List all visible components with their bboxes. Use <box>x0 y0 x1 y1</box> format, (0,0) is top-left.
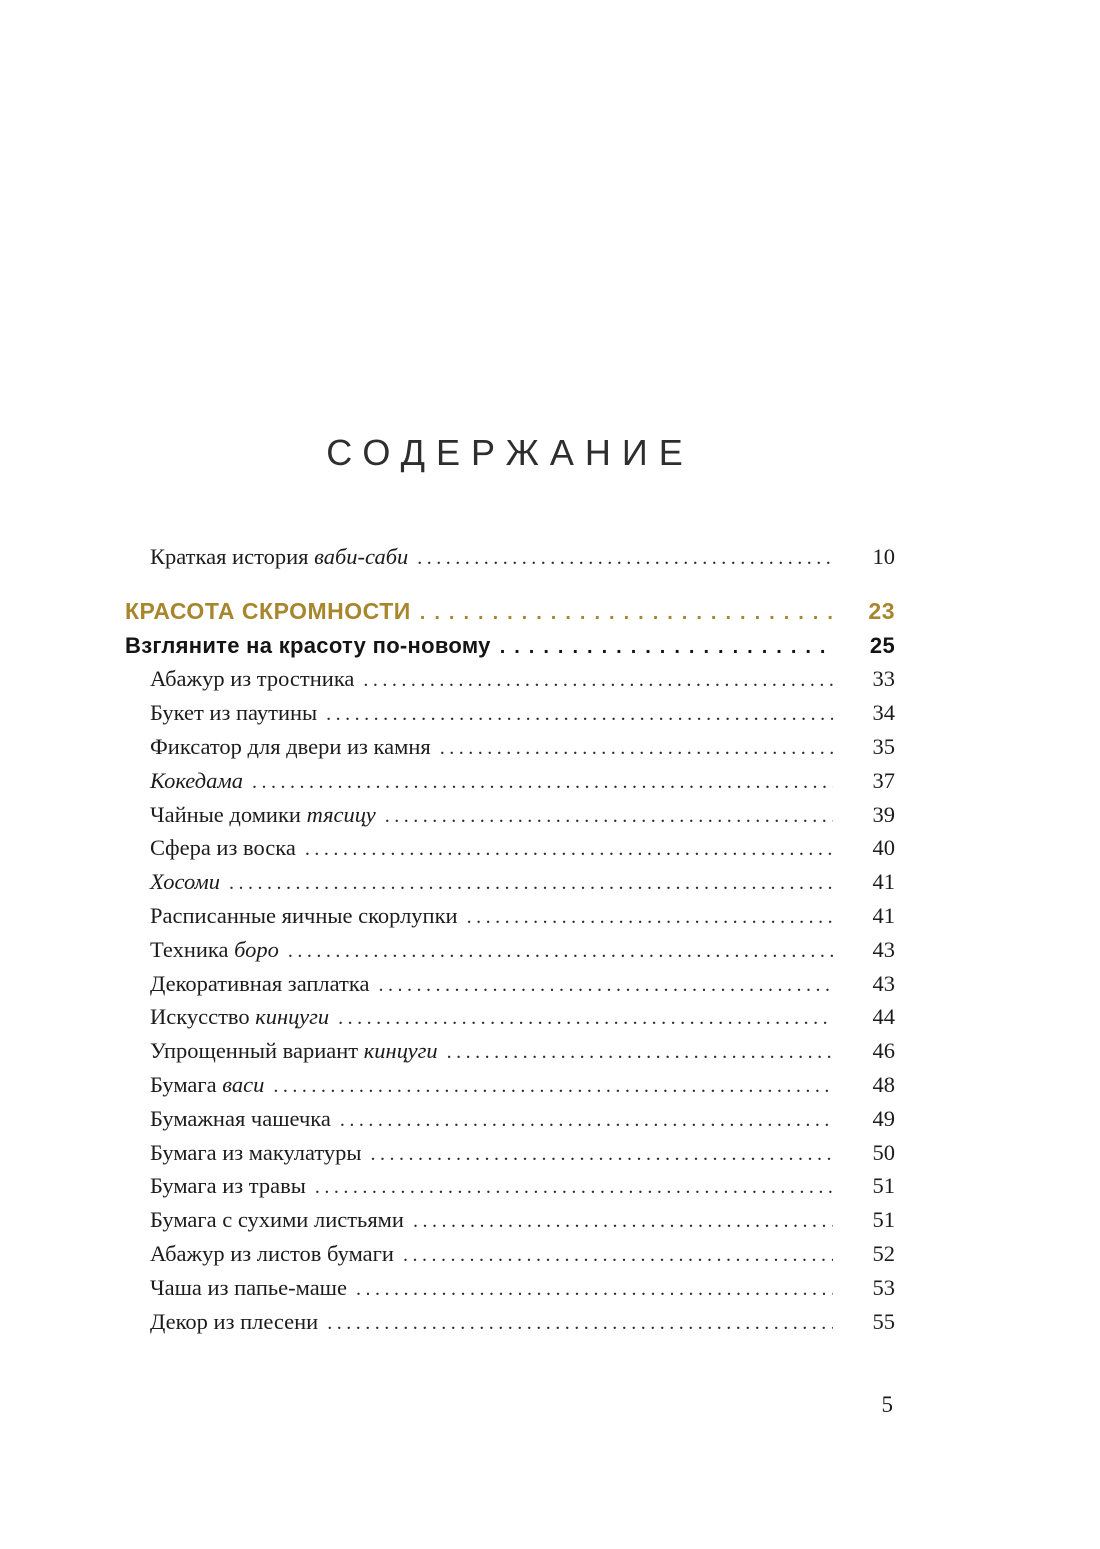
toc-label-segment: Букет из паутины <box>150 700 318 726</box>
toc-label-italic-segment: тясицу <box>306 801 376 827</box>
toc-entry-label <box>150 1136 362 1170</box>
toc-entry-label <box>150 865 220 899</box>
toc-entry <box>125 1068 895 1102</box>
toc-entry-label <box>150 967 369 1001</box>
toc-entry-page-number: 40 <box>872 835 895 861</box>
toc-label-segment: Взгляните на красоту по-новому <box>125 632 491 658</box>
toc-entry-label <box>150 540 408 574</box>
toc-entry-label <box>150 933 279 967</box>
toc-label-segment: Абажур из листов бумаги <box>150 1240 394 1266</box>
dot-leader <box>417 540 833 576</box>
toc-entry-label <box>125 629 491 663</box>
toc-entry-page-number: 51 <box>872 1207 895 1233</box>
toc-entry <box>125 629 895 663</box>
toc-entry <box>125 595 895 629</box>
toc-entry-page-number: 50 <box>872 1139 895 1165</box>
dot-leader <box>315 1169 833 1205</box>
toc-entry <box>125 1000 895 1034</box>
dot-leader <box>500 629 833 665</box>
toc-entry-page-number: 10 <box>872 544 895 569</box>
toc-label-italic-segment: кинцуги <box>255 1004 330 1030</box>
toc-label-segment: Декор из плесени <box>150 1308 319 1334</box>
toc-entry <box>125 730 895 764</box>
toc-entry <box>125 540 895 574</box>
toc-entry-label <box>150 1169 306 1203</box>
toc-entry-label <box>150 662 354 696</box>
dot-leader <box>403 1237 833 1273</box>
toc-entry-page-number: 41 <box>872 869 895 895</box>
dot-leader <box>467 899 833 935</box>
toc-entry-page-number: 23 <box>868 597 895 624</box>
toc-label-segment: Упрощенный вариант <box>150 1038 364 1064</box>
dot-leader <box>340 1102 833 1138</box>
toc-entry-label <box>150 1271 347 1305</box>
toc-entry <box>125 764 895 798</box>
toc-entry <box>125 662 895 696</box>
dot-leader <box>305 831 833 867</box>
toc-label-segment: Сфера из воска <box>150 835 296 861</box>
toc-entry-label <box>150 730 431 764</box>
toc-label-segment: Техника <box>150 936 235 962</box>
toc-entry-label <box>150 1203 404 1237</box>
toc-entry <box>125 1136 895 1170</box>
dot-leader <box>326 696 833 732</box>
toc-entry-label <box>150 831 296 865</box>
toc-entry-page-number: 43 <box>872 936 895 962</box>
toc-entry <box>125 865 895 899</box>
toc-entry <box>125 696 895 730</box>
toc-entry <box>125 933 895 967</box>
dot-leader <box>327 1305 833 1341</box>
toc-entry <box>125 899 895 933</box>
toc-entry-page-number: 41 <box>872 902 895 928</box>
toc-label-italic-segment: ваби-саби <box>314 544 409 569</box>
toc-entry-page-number: 44 <box>872 1004 895 1030</box>
toc-entry-label <box>150 1068 264 1102</box>
toc-label-italic-segment: Хосоми <box>150 869 220 895</box>
toc-entry <box>125 798 895 832</box>
toc-label-segment: Бумажная чашечка <box>150 1105 331 1131</box>
toc-entry-page-number: 52 <box>872 1240 895 1266</box>
dot-leader <box>356 1271 833 1307</box>
toc-entry <box>125 1271 895 1305</box>
toc-entry-page-number: 48 <box>872 1071 895 1097</box>
dot-leader <box>363 662 833 698</box>
dot-leader <box>385 798 833 834</box>
toc-entry-label <box>150 696 317 730</box>
toc-entry-label <box>150 1034 438 1068</box>
toc-label-segment: Искусство <box>150 1004 256 1030</box>
toc-label-segment: Чайные домики <box>150 801 307 827</box>
toc-label-italic-segment: васи <box>222 1071 265 1097</box>
toc-list <box>125 540 895 1338</box>
dot-leader <box>378 967 833 1003</box>
footer-page-number: 5 <box>881 1392 893 1417</box>
toc-entry <box>125 1203 895 1237</box>
toc-entry-label <box>150 798 376 832</box>
page-title: СОДЕРЖАНИЕ <box>326 432 694 473</box>
toc-entry-page-number: 34 <box>872 700 895 726</box>
toc-label-italic-segment: кинцуги <box>363 1038 438 1064</box>
dot-leader <box>273 1068 833 1104</box>
toc-entry-page-number: 51 <box>872 1173 895 1199</box>
toc-entry-page-number: 55 <box>872 1308 895 1334</box>
toc-entry-page-number: 39 <box>872 801 895 827</box>
toc-label-segment: Расписанные яичные скорлупки <box>150 902 458 928</box>
dot-leader <box>440 730 833 766</box>
toc-label-italic-segment: Кокедама <box>150 767 243 793</box>
toc-entry <box>125 1305 895 1339</box>
dot-leader <box>252 764 833 800</box>
dot-leader <box>371 1136 833 1172</box>
toc-entry <box>125 967 895 1001</box>
toc-entry-label <box>150 1000 329 1034</box>
toc-entry-label <box>150 764 243 798</box>
toc-entry-page-number: 49 <box>872 1105 895 1131</box>
toc-label-segment: Бумага с сухими листьями <box>150 1207 404 1233</box>
dot-leader <box>338 1000 833 1036</box>
toc-entry-page-number: 37 <box>872 767 895 793</box>
toc-label-segment: КРАСОТА СКРОМНОСТИ <box>125 597 411 624</box>
toc-label-segment: Фиксатор для двери из камня <box>150 733 431 759</box>
toc-entry-page-number: 33 <box>872 666 895 692</box>
toc-entry-label <box>150 1305 318 1339</box>
toc-entry-page-number: 35 <box>872 733 895 759</box>
toc-entry-label <box>125 595 411 629</box>
toc-entry-page-number: 43 <box>872 970 895 996</box>
toc-entry <box>125 1169 895 1203</box>
toc-label-segment: Чаша из папье-маше <box>150 1274 347 1300</box>
toc-label-italic-segment: боро <box>234 936 279 962</box>
toc-entry-page-number: 25 <box>869 632 895 658</box>
toc-label-segment: Декоративная заплатка <box>150 970 370 996</box>
dot-leader <box>413 1203 833 1239</box>
dot-leader <box>229 865 833 901</box>
toc-label-segment: Бумага <box>150 1071 223 1097</box>
toc-entry-page-number: 53 <box>872 1274 895 1300</box>
toc-entry <box>125 1237 895 1271</box>
toc-entry-label <box>150 899 458 933</box>
toc-entry-page-number: 46 <box>872 1038 895 1064</box>
toc-entry <box>125 1034 895 1068</box>
dot-leader <box>420 595 833 631</box>
toc-entry <box>125 1102 895 1136</box>
dot-leader <box>447 1034 833 1070</box>
toc-label-segment: Краткая история <box>150 544 315 569</box>
toc-entry-label <box>150 1237 394 1271</box>
toc-entry-label <box>150 1102 331 1136</box>
dot-leader <box>288 933 833 969</box>
toc-entry <box>125 831 895 865</box>
toc-label-segment: Бумага из травы <box>150 1173 306 1199</box>
toc-label-segment: Бумага из макулатуры <box>150 1139 362 1165</box>
toc-label-segment: Абажур из тростника <box>150 666 355 692</box>
